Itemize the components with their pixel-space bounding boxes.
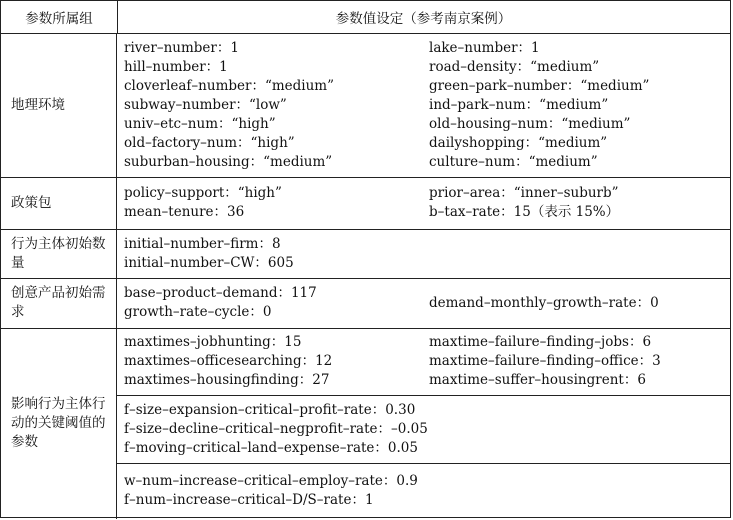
param-item: policy–support：“high” [124,185,282,201]
row-label: 地理环境 [1,33,117,177]
param-item: cloverleaf–number：“medium” [124,77,335,94]
row-label: 行为主体初始数量 [1,229,117,278]
param-item: f–moving–critical–land–expense–rate：0.05 [124,439,418,456]
header-settings: 参数值设定（参考南京案例） [335,11,512,27]
sub-row [117,328,730,396]
param-item: maxtime–failure–finding–office：3 [429,353,661,369]
table-row-initial-agents [1,229,730,279]
table-row-initial-demand [1,278,730,329]
table-row-thresholds [1,328,730,519]
param-item: initial–number–CW：605 [124,254,294,271]
param-item: prior–area：“inner–suburb” [429,185,619,201]
param-item: b–tax–rate：15（表示 15%） [429,204,620,220]
param-item: maxtime–suffer–housingrent：6 [429,372,646,388]
param-item: f–size–expansion–critical–profit–rate：0.30 [124,401,416,418]
param-item: culture–num：“medium” [429,153,598,170]
param-item: ind–park–num：“medium” [429,96,609,113]
sub-row [117,463,730,519]
param-item: dailyshopping：“medium” [429,134,608,151]
param-item: base–product–demand：117 [124,285,317,301]
param-item: maxtime–failure–finding–jobs：6 [429,334,652,350]
param-item: w–num–increase–critical–employ–rate：0.9 [124,473,418,489]
param-item: f–size–decline–critical–negprofit–rate：–0.05 [124,420,428,437]
header-group: 参数所属组 [1,1,118,33]
param-item: river–number：1 [124,39,239,56]
row-label: 影响行为主体行动的关键阈值的参数 [1,328,117,519]
param-item: f–num–increase–critical–D/S–rate：1 [124,492,374,508]
param-item: univ–etc–num：“high” [124,115,276,132]
row-label: 创意产品初始需求 [1,278,117,328]
param-item: old–housing–num：“medium” [429,115,631,132]
param-item: maxtimes–jobhunting：15 [124,334,302,350]
param-item: subway–number：“low” [124,96,287,113]
param-item: lake–number：1 [429,39,540,56]
table-header [1,1,730,34]
param-item: maxtimes–officesearching：12 [124,353,333,369]
param-item: road–density：“medium” [429,58,600,75]
param-item: old–factory–num：“high” [124,134,295,151]
param-item: initial–number–firm：8 [124,235,281,252]
table-row-policy [1,177,730,230]
param-item: suburban–housing：“medium” [124,153,333,170]
sub-row [117,395,730,464]
row-label: 政策包 [1,177,117,229]
param-item: maxtimes–housingfinding：27 [124,372,330,388]
table-row-geo [1,33,730,178]
param-item: demand–monthly–growth–rate：0 [429,294,659,311]
param-item: growth–rate–cycle：0 [124,304,272,320]
param-item: hill–number：1 [124,58,228,75]
param-item: mean–tenure：36 [124,204,245,220]
param-item: green–park–number：“medium” [429,77,650,94]
